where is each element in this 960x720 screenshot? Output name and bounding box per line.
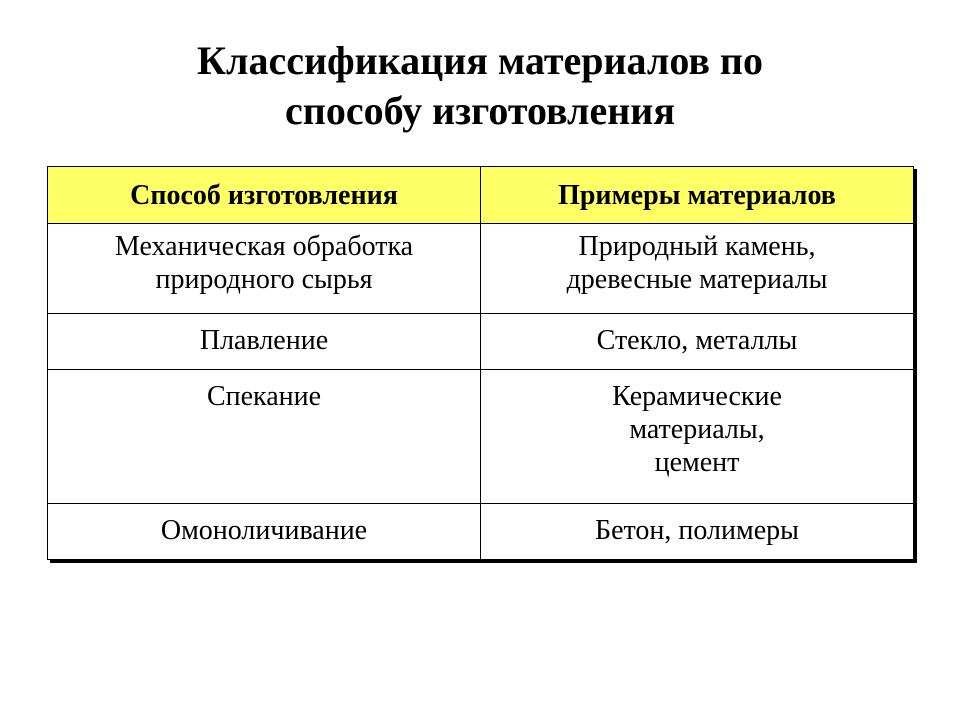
slide-title-line-2: способу изготовления [285,88,675,133]
header-examples: Примеры материалов [481,167,914,224]
cell-line: природного сырья [155,264,373,295]
cell-line: Плавление [199,325,329,356]
slide-title [0,36,960,136]
examples-cell [481,370,914,504]
cell-line: древесные материалы [566,264,828,295]
cell-line: Механическая обработка [114,231,414,262]
table-row [48,314,914,370]
method-cell [48,504,481,560]
cell-line: Бетон, полимеры [595,515,799,546]
method-cell [48,314,481,370]
header-method: Способ изготовления [48,167,481,224]
slide-title-line-1: Классификация материалов по [197,38,763,83]
table-row [48,370,914,504]
cell-line: Природный камень, [578,231,816,262]
table-header-row [48,167,914,224]
examples-cell [481,224,914,314]
cell-line: материалы, [629,414,765,445]
method-cell [48,224,481,314]
cell-line: Стекло, металлы [596,325,798,356]
examples-cell [481,314,914,370]
examples-cell [481,504,914,560]
cell-line: цемент [654,447,740,478]
table-row [48,504,914,560]
materials-table [47,166,914,560]
table-row [48,224,914,314]
cell-line: Омоноличивание [160,515,368,546]
method-cell [48,370,481,504]
cell-line: Керамические [612,381,782,412]
cell-line: Спекание [206,381,322,412]
